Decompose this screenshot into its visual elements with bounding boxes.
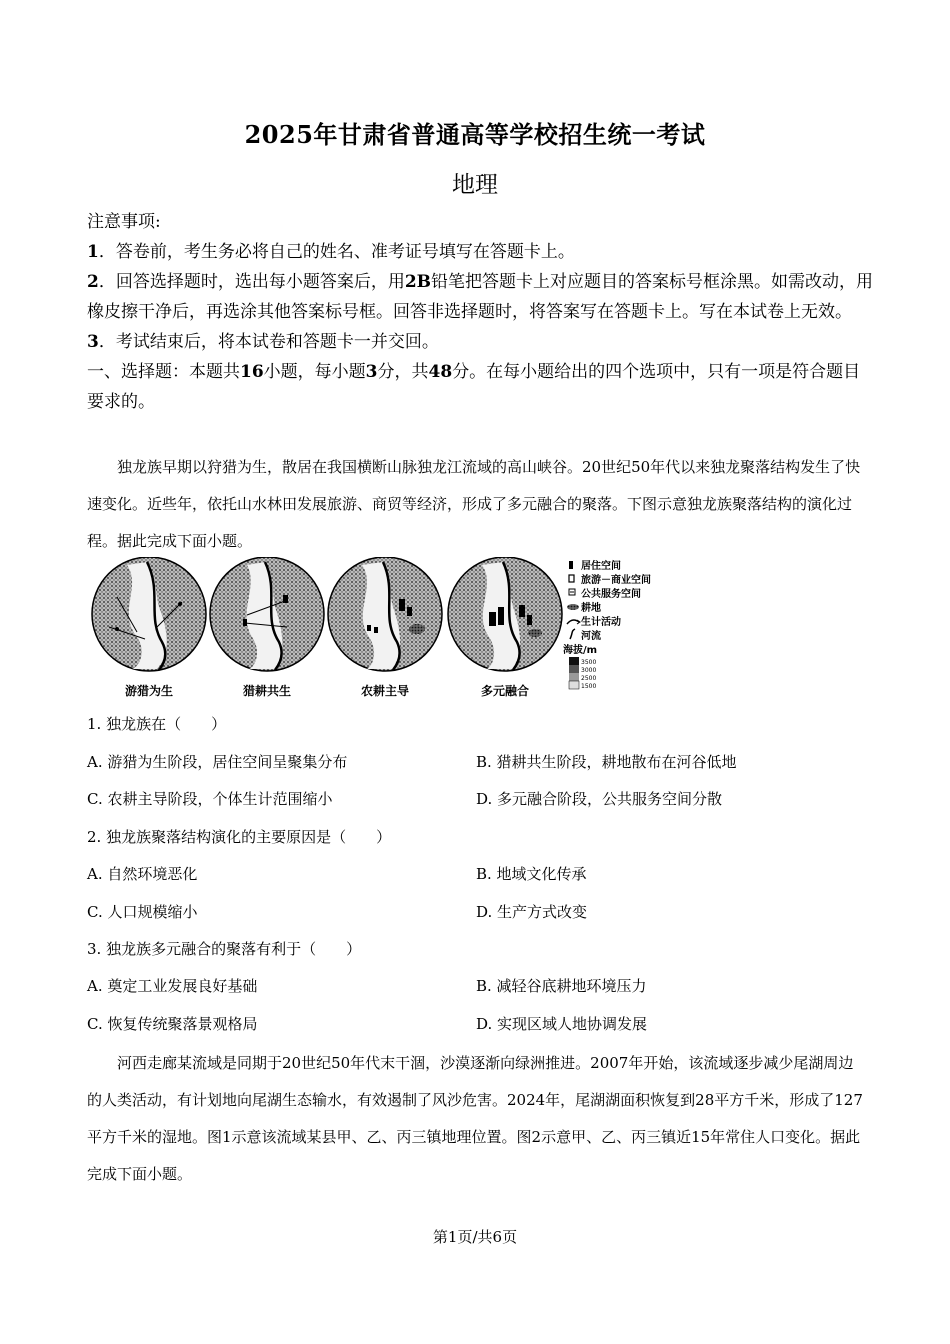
question-3-option-d[interactable]: D. 实现区域人地协调发展	[476, 1015, 648, 1033]
svg-text:居住空间: 居住空间	[581, 561, 621, 572]
section-heading: 一、选择题：本题共16小题，每小题3分，共48分。在每小题给出的四个选项中，只有一项是符合题目要求的。	[87, 362, 861, 412]
svg-text:生计活动: 生计活动	[581, 617, 621, 628]
svg-text:2500: 2500	[581, 675, 597, 682]
question-2-option-b[interactable]: B. 地域文化传承	[476, 865, 587, 883]
question-3-option-b[interactable]: B. 减轻谷底耕地环境压力	[476, 977, 647, 995]
reading-passage-1: 独龙族早期以狩猎为生，散居在我国横断山脉独龙江流域的高山峡谷。20世纪50年代以来独龙聚落结构发生了快速变化。近些年，依托山水林田发展旅游、商贸等经济，形成了多元融合的聚落。下图示意独龙族聚落结构的演化过程。据此完成下面小题。	[87, 458, 861, 550]
reading-passage-2: 河西走廊某流域是同期于20世纪50年代末干涸，沙漠逐渐向绿洲推进。2007年开始，该流域逐步减少尾湖周边的人类活动，有计划地向尾湖生态输水，有效遏制了风沙危害。2024年，尾湖湖面积恢复到28平方千米，形成了127平方千米的湿地。图1示意该流域某县甲、乙、丙三镇地理位置。图2示意甲、乙、丙三镇近15年常住人口变化。据此完成下面小题。	[87, 1054, 863, 1183]
page-footer: 第1页/共6页	[432, 1228, 518, 1246]
question-3-option-a[interactable]: A. 奠定工业发展良好基础	[87, 977, 258, 995]
question-3-option-c[interactable]: C. 恢复传统聚落景观格局	[87, 1015, 258, 1033]
question-1-option-d[interactable]: D. 多元融合阶段，公共服务空间分散	[476, 790, 723, 808]
exam-notes	[87, 207, 877, 417]
question-1-option-a[interactable]: A. 游猎为生阶段，居住空间呈聚集分布	[87, 753, 348, 771]
svg-text:公共服务空间: 公共服务空间	[581, 589, 641, 600]
svg-text:旅游－商业空间: 旅游－商业空间	[581, 575, 651, 586]
stage-map-1	[92, 557, 206, 698]
svg-text:1500: 1500	[581, 683, 597, 690]
question-1-stem: 1. 独龙族在（ ）	[87, 715, 227, 733]
settlement-evolution-figure	[87, 557, 682, 702]
question-1-option-b[interactable]: B. 猎耕共生阶段，耕地散布在河谷低地	[476, 753, 737, 771]
exam-title: 2025年甘肃省普通高等学校招生统一考试	[244, 120, 706, 149]
question-2-option-d[interactable]: D. 生产方式改变	[476, 903, 588, 921]
note-item-2: 2．回答选择题时，选出每小题答案后，用2B铅笔把答题卡上对应题目的答案标号框涂黑。如需改动，用橡皮擦干净后，再选涂其他答案标号框。回答非选择题时，将答案写在答题卡上。写在本试卷上无效。	[87, 272, 874, 322]
subject-title: 地理	[452, 172, 498, 198]
stage-label-2: 猎耕共生	[242, 684, 292, 698]
question-2-option-c[interactable]: C. 人口规模缩小	[87, 903, 198, 921]
stage-map-3	[328, 557, 442, 698]
question-2-option-a[interactable]: A. 自然环境恶化	[87, 865, 198, 883]
question-3-stem: 3. 独龙族多元融合的聚落有利于（ ）	[87, 940, 362, 958]
svg-text:3500: 3500	[581, 659, 597, 666]
stage-label-4: 多元融合	[480, 684, 530, 698]
stage-map-4	[448, 557, 562, 698]
figure-legend	[563, 559, 651, 690]
note-item-1: 1．答卷前，考生务必将自己的姓名、准考证号填写在答题卡上。	[87, 242, 575, 262]
stage-map-2	[210, 557, 324, 698]
stage-label-1: 游猎为生	[124, 684, 174, 698]
notes-heading: 注意事项:	[87, 212, 161, 232]
svg-text:耕地: 耕地	[581, 603, 601, 614]
svg-text:海拔/m: 海拔/m	[563, 645, 598, 656]
svg-text:河流: 河流	[581, 631, 601, 642]
question-1-option-c[interactable]: C. 农耕主导阶段，个体生计范围缩小	[87, 790, 333, 808]
note-item-3: 3．考试结束后，将本试卷和答题卡一并交回。	[87, 332, 439, 352]
svg-text:3000: 3000	[581, 667, 597, 674]
question-2-stem: 2. 独龙族聚落结构演化的主要原因是（ ）	[87, 828, 392, 846]
stage-label-3: 农耕主导	[360, 684, 410, 698]
